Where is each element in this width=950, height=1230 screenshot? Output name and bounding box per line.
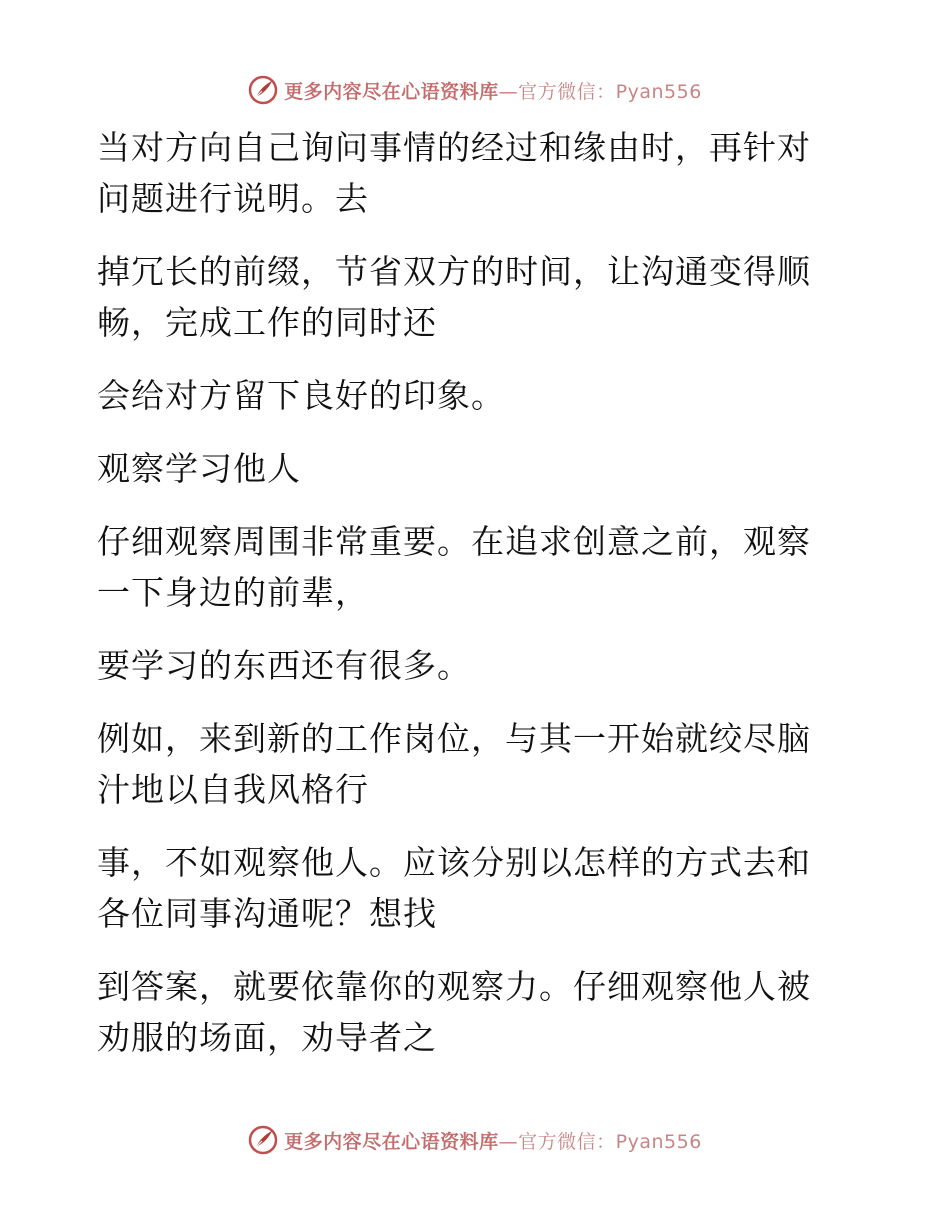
text-line: 会给对方留下良好的印象。 — [97, 376, 505, 415]
header-watermark — [0, 70, 950, 110]
text-line: 事，不如观察他人。应该分别以怎样的方式去和 — [97, 843, 811, 882]
feather-pen-logo-icon — [248, 1125, 278, 1155]
paragraph-7 — [97, 713, 837, 815]
text-line: 问题进行说明。去 — [97, 179, 369, 218]
text-line: 仔细观察周围非常重要。在追求创意之前，观察 — [97, 522, 811, 561]
text-line: 汁地以自我风格行 — [97, 770, 369, 809]
paragraph-6 — [97, 640, 837, 691]
text-line: 掉冗长的前缀，节省双方的时间，让沟通变得顺 — [97, 252, 811, 291]
document-body — [97, 122, 837, 1085]
paragraph-9 — [97, 961, 837, 1063]
text-line: 畅，完成工作的同时还 — [97, 303, 437, 342]
paragraph-2 — [97, 246, 837, 348]
paragraph-5 — [97, 516, 837, 618]
text-line: 劝服的场面，劝导者之 — [97, 1018, 437, 1057]
text-line: 一下身边的前辈， — [97, 573, 369, 612]
footer-brand-text: 更多内容尽在心语资料库 — [284, 1130, 499, 1153]
text-line: 观察学习他人 — [97, 449, 301, 488]
paragraph-8 — [97, 837, 837, 939]
footer-wechat-text: 官方微信：Pyan556 — [518, 1130, 702, 1153]
text-line: 要学习的东西还有很多。 — [97, 646, 471, 685]
header-brand-text: 更多内容尽在心语资料库 — [284, 80, 499, 103]
header-wechat-text: 官方微信：Pyan556 — [518, 80, 702, 103]
header-separator: — — [498, 80, 519, 103]
feather-pen-logo-icon — [248, 75, 278, 105]
section-heading — [97, 443, 837, 494]
paragraph-1 — [97, 122, 837, 224]
footer-watermark — [0, 1120, 950, 1160]
text-line: 当对方向自己询问事情的经过和缘由时，再针对 — [97, 128, 811, 167]
text-line: 各位同事沟通呢？想找 — [97, 894, 437, 933]
footer-separator: — — [498, 1130, 519, 1153]
text-line: 到答案，就要依靠你的观察力。仔细观察他人被 — [97, 967, 811, 1006]
paragraph-3 — [97, 370, 837, 421]
text-line: 例如，来到新的工作岗位，与其一开始就绞尽脑 — [97, 719, 811, 758]
